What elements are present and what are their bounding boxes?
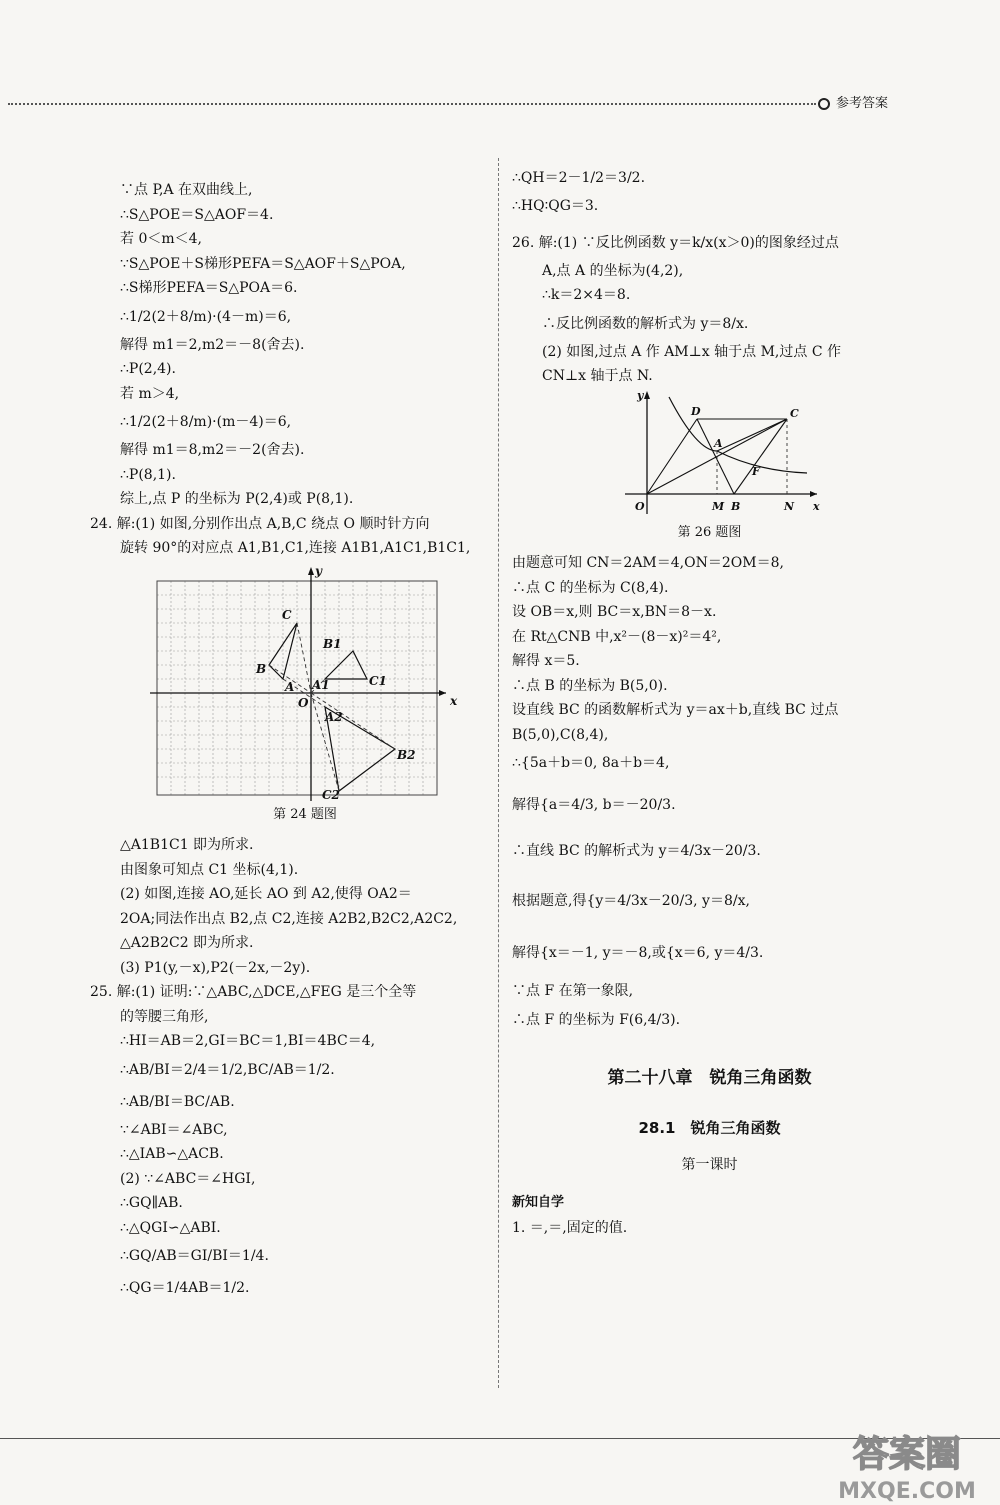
text-line: 解得 x＝5.: [512, 653, 580, 669]
text-line: 24. 解:(1) 如图,分别作出点 A,B,C 绕点 O 顺时针方向: [90, 515, 430, 532]
text-line: ∴△QGI∽△ABI.: [120, 1219, 221, 1236]
point-label: M: [712, 499, 725, 513]
text-line: 解得{a＝4/3, b＝－20/3.: [512, 797, 676, 813]
text-line: △A2B2C2 即为所求.: [120, 935, 254, 951]
text-line: ∴P(8,1).: [120, 466, 176, 483]
text-line: ∴AB/BI＝2/4＝1/2,BC/AB＝1/2.: [120, 1061, 335, 1078]
text-line: 解得 m1＝2,m2＝－8(舍去).: [120, 336, 305, 353]
text-line: ∴k＝2×4＝8.: [542, 287, 631, 303]
point-label: B2: [397, 747, 416, 762]
point-label: B: [731, 499, 741, 513]
text-line: (2) 如图,过点 A 作 AM⊥x 轴于点 M,过点 C 作: [542, 343, 841, 360]
lesson-title: 第一课时: [681, 1156, 738, 1173]
point-label: F: [752, 464, 760, 478]
text-line: 的等腰三角形,: [120, 1008, 209, 1025]
text-line: 解得 m1＝8,m2＝－2(舍去).: [120, 442, 305, 458]
text-line: ∵S△POE＋S梯形PEFA＝S△AOF＋S△POA,: [120, 255, 406, 272]
origin-label: O: [298, 695, 309, 710]
axis-label-y: y: [637, 388, 644, 402]
text-line: 设直线 BC 的函数解析式为 y＝ax＋b,直线 BC 过点: [512, 702, 839, 718]
text-line: 综上,点 P 的坐标为 P(2,4)或 P(8,1).: [120, 491, 354, 507]
text-line: 26. 解:(1) ∵反比例函数 y＝k/x(x＞0)的图象经过点: [512, 234, 839, 251]
text-line: ∴S梯形PEFA＝S△POA＝6.: [120, 280, 298, 296]
text-line: ∴QG＝1/4AB＝1/2.: [120, 1280, 250, 1296]
figure-caption: 第 24 题图: [273, 806, 337, 822]
axis-label-x: x: [813, 499, 820, 513]
point-label: C: [790, 406, 799, 420]
text-line: (2) ∵∠ABC＝∠HGI,: [120, 1170, 256, 1187]
x-axis-arrow-icon: [439, 690, 446, 696]
text-line: ∴S△POE＝S△AOF＝4.: [120, 206, 274, 223]
text-line: ∴反比例函数的解析式为 y＝8/x.: [542, 315, 749, 332]
text-line: ∴点 F 的坐标为 F(6,4/3).: [512, 1011, 681, 1028]
watermark-url: MXQE.COM: [838, 1479, 976, 1504]
point-label: A2: [325, 709, 343, 724]
point-label: O: [635, 499, 645, 513]
text-line: 1. ＝,＝,固定的值.: [512, 1219, 628, 1236]
watermark-logo: [814, 1418, 1000, 1505]
text-line: 2OA;同法作出点 B2,点 C2,连接 A2B2,B2C2,A2C2,: [120, 910, 458, 927]
text-line: ∵点 F 在第一象限,: [512, 983, 634, 999]
point-label: C2: [322, 787, 340, 801]
text-line: B(5,0),C(8,4),: [512, 726, 609, 743]
figure-26: [617, 389, 827, 519]
axis-label-x: x: [450, 693, 458, 708]
point-label: C1: [369, 673, 387, 688]
section-title: 28.1 锐角三角函数: [638, 1119, 781, 1137]
text-line: △A1B1C1 即为所求.: [120, 837, 254, 853]
text-line: 25. 解:(1) 证明:∵△ABC,△DCE,△FEG 是三个全等: [90, 984, 417, 1000]
text-line: ∴{5a＋b＝0, 8a＋b＝4,: [512, 755, 670, 771]
right-column: [512, 162, 907, 1240]
text-line: 在 Rt△CNB 中,x²－(8－x)²＝4²,: [512, 628, 722, 645]
text-line: ∴P(2,4).: [120, 361, 176, 377]
text-line: 根据题意,得{y＝4/3x－20/3, y＝8/x,: [512, 893, 750, 909]
text-line: 由题意可知 CN＝2AM＝4,ON＝2OM＝8,: [512, 555, 784, 571]
text-line: ∴GQ∥AB.: [120, 1195, 183, 1211]
column-divider: [498, 158, 499, 1388]
text-line: (2) 如图,连接 AO,延长 AO 到 A2,使得 OA2＝: [120, 886, 412, 902]
text-line: ∴1/2(2＋8/m)·(m－4)＝6,: [120, 414, 292, 430]
text-line: ∵∠ABI＝∠ABC,: [120, 1121, 228, 1138]
point-label: N: [784, 499, 795, 513]
text-line: 旋转 90°的对应点 A1,B1,C1,连接 A1B1,A1C1,B1C1,: [120, 540, 471, 556]
header-label: 参考答案: [818, 92, 888, 117]
point-label: A: [714, 436, 723, 450]
point-label: D: [691, 404, 701, 418]
watermark-text: 答案圈: [852, 1434, 962, 1475]
text-line: 解得{x＝－1, y＝－8,或{x＝6, y＝4/3.: [512, 945, 764, 961]
text-line: ∵点 P,A 在双曲线上,: [120, 182, 253, 198]
point-label: B: [256, 661, 267, 676]
left-column: [90, 178, 490, 1304]
point-label: B1: [323, 636, 342, 651]
hyperbola-curve: [669, 397, 807, 473]
text-line: 若 m＞4,: [120, 385, 180, 402]
text-line: ∴点 C 的坐标为 C(8,4).: [512, 579, 669, 596]
text-line: ∴直线 BC 的解析式为 y＝4/3x－20/3.: [512, 843, 761, 859]
axis-label-y: y: [315, 563, 322, 578]
text-line: 若 0＜m＜4,: [120, 231, 202, 247]
text-line: ∴点 B 的坐标为 B(5,0).: [512, 677, 668, 694]
point-label: C: [282, 607, 292, 622]
y-axis-arrow-icon: [644, 391, 650, 399]
figure-caption: 第 26 题图: [677, 524, 742, 540]
point-label: A: [285, 679, 295, 694]
figure-24: [120, 561, 490, 801]
text-line: ∴HQ∶QG＝3.: [512, 198, 599, 214]
point-label: A1: [312, 677, 330, 692]
header-dotted-rule: [8, 103, 816, 105]
text-line: 设 OB＝x,则 BC＝x,BN＝8－x.: [512, 604, 717, 620]
text-line: (3) P1(y,－x),P2(－2x,－2y).: [120, 959, 311, 976]
x-axis-arrow-icon: [810, 491, 817, 497]
text-line: A,点 A 的坐标为(4,2),: [542, 262, 684, 279]
subhead: 新知自学: [512, 1195, 565, 1210]
chapter-title: 第二十八章 锐角三角函数: [607, 1067, 812, 1088]
text-line: ∴QH＝2－1/2＝3/2.: [512, 170, 646, 186]
text-line: CN⊥x 轴于点 N.: [542, 368, 653, 384]
text-line: 由图象可知点 C1 坐标(4,1).: [120, 861, 299, 878]
bullet-icon: [818, 98, 830, 110]
y-axis-arrow-icon: [308, 567, 314, 575]
text-line: ∴△IAB∽△ACB.: [120, 1146, 224, 1162]
text-line: ∴AB/BI＝BC/AB.: [120, 1093, 235, 1110]
text-line: ∴GQ/AB＝GI/BI＝1/4.: [120, 1248, 269, 1264]
text-line: ∴1/2(2＋8/m)·(4－m)＝6,: [120, 308, 292, 325]
text-line: ∴HI＝AB＝2,GI＝BC＝1,BI＝4BC＝4,: [120, 1033, 376, 1049]
